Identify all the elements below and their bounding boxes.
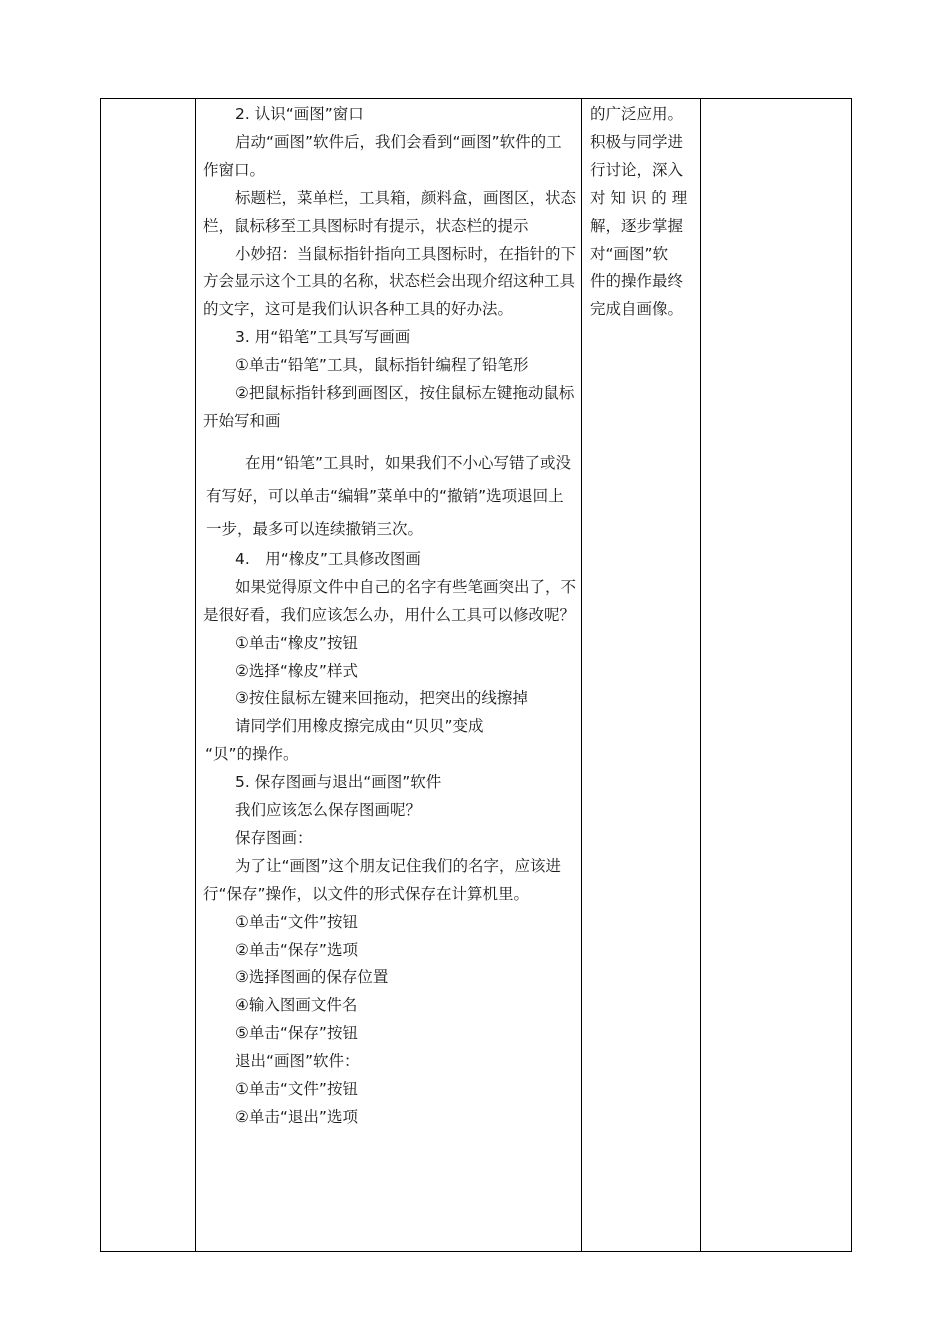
step-item: ⑤单击“保存”按钮: [235, 1024, 358, 1043]
paragraph: 我们应该怎么保存图画呢？: [235, 801, 422, 820]
note-paragraph: [203, 447, 577, 546]
step-item: ①单击“文件”按钮: [235, 1080, 358, 1099]
paragraph: “贝”的操作。: [205, 745, 299, 764]
empty-right-cell: [701, 99, 852, 1252]
note-line: 对 知 识 的 理: [590, 188, 688, 207]
step-item: ②单击“保存”选项: [235, 940, 358, 959]
step-item: ①单击“文件”按钮: [235, 912, 358, 931]
paragraph: 如果觉得原文件中自己的名字有些笔画突出了，不是很好看，我们应该怎么办，用什么工具可以修改呢？: [203, 577, 577, 624]
notes-cell: [582, 99, 701, 1252]
step-item: ③按住鼠标左键来回拖动，把突出的线擦掉: [235, 689, 528, 708]
section-heading-save: 5. 保存图画与退出“画图”软件: [235, 773, 442, 792]
section-heading-eraser: 4. 用“橡皮”工具修改图画: [235, 549, 421, 568]
step-item: ①单击“橡皮”按钮: [235, 633, 358, 652]
note-line: 的广泛应用。: [590, 105, 684, 123]
step-item: ②单击“退出”选项: [235, 1108, 358, 1126]
note-line: 行讨论，深入: [590, 160, 684, 179]
step-item: ①单击“铅笔”工具，鼠标指针编程了铅笔形: [235, 356, 529, 375]
note-line: 完成自画像。: [590, 300, 684, 319]
note-line: 解，逐步掌握: [590, 216, 684, 235]
step-item: ②选择“橡皮”样式: [235, 661, 358, 680]
lesson-content: [196, 99, 581, 1132]
section-heading-pencil: 3. 用“铅笔”工具写写画画: [235, 328, 411, 347]
tip-paragraph: 小妙招：当鼠标指针指向工具图标时，在指针的下方会显示这个工具的名称，状态栏会出现介绍这种工具的文字，这可是我们认识各种工具的好办法。: [203, 244, 577, 319]
paragraph: 保存图画：: [235, 828, 313, 847]
step-item: ④输入图画文件名: [235, 996, 358, 1015]
paragraph: 标题栏，菜单栏，工具箱，颜料盒，画图区，状态栏，鼠标移至工具图标时有提示，状态栏的提示: [203, 188, 577, 235]
step-item: ②把鼠标指针移到画图区，按住鼠标左键拖动鼠标开始写和画: [203, 384, 575, 430]
note-text: 在用“铅笔”工具时，如果我们不小心写错了或没有写好，可以单击“编辑”菜单中的“撤销”选项退回上一步，最多可以连续撤销三次。: [206, 453, 572, 538]
paragraph: 为了让“画图”这个朋友记住我们的名字，应该进行“保存”操作，以文件的形式保存在计算机里。: [203, 856, 562, 903]
note-line: 对“画图”软: [590, 244, 669, 263]
paragraph: 请同学们用橡皮擦完成由“贝贝”变成: [235, 717, 484, 736]
lesson-table: [100, 98, 852, 1252]
section-heading-window: 2. 认识“画图”窗口: [235, 105, 364, 123]
table-row: [101, 99, 852, 1252]
paragraph: 启动“画图”软件后，我们会看到“画图”软件的工作窗口。: [203, 132, 562, 179]
note-line: 积极与同学进: [590, 132, 684, 151]
empty-left-cell: [101, 99, 196, 1252]
step-item: ③选择图画的保存位置: [235, 968, 389, 987]
content-cell: [196, 99, 582, 1252]
note-line: 件的操作最终: [590, 272, 684, 291]
paragraph: 退出“画图”软件：: [235, 1052, 360, 1071]
student-activity-notes: [582, 99, 700, 324]
